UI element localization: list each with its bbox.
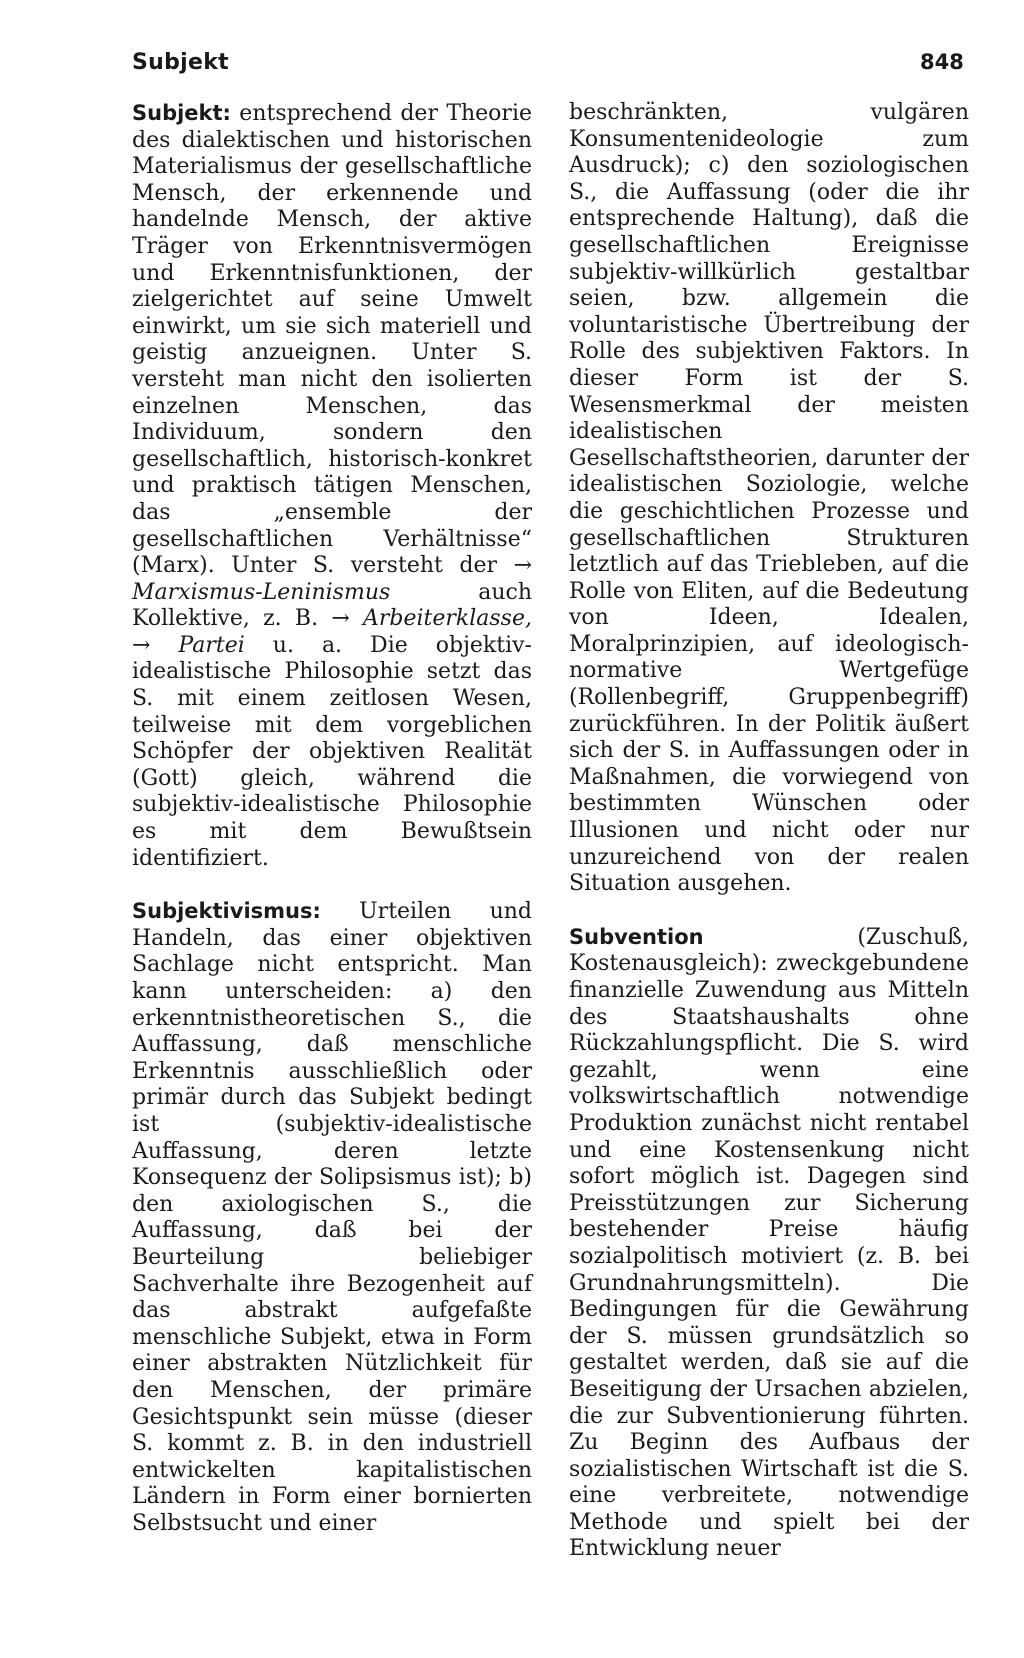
- entry-text: u. a. Die objektiv-idealistische Philosophie setzt das S. mit einem zeitlosen Wesen, teilweise mit dem vorgeblichen Schöpfer der objektiven Realität (Gott) gleich, während die subjektiv-idealistische Philosophie es mit dem Bewußtsein identifiziert.: [132, 632, 532, 871]
- entry-subjektivismus: [132, 898, 532, 1537]
- entry-text: auch Kollektive, z. B.: [132, 579, 532, 632]
- entry-text: (Zuschuß, Kostenausgleich): zweckgebundene finanzielle Zuwendung aus Mitteln des Staatshaushalts ohne Rückzahlungspflicht. Die S. wird gezahlt, wenn eine volkswirtschaftlich notwendige Produktion zunächst nicht rentabel und eine Kostensenkung nicht sofort möglich ist. Dagegen sind Preisstützungen zur Sicherung bestehender Preise häufig sozialpolitisch motiviert (z. B. bei Grundnahrungsmitteln). Die Bedingungen für die Gewährung der S. müssen grundsätzlich so gestaltet werden, daß sie auf die Beseitigung der Ursachen abzielen, die zur Subventionierung führten. Zu Beginn des Aufbaus der sozialistischen Wirtschaft ist die S. eine verbreitete, notwendige Methode und spielt bei der Entwicklung neuer: [569, 924, 969, 1562]
- cross-reference-arrow: →: [132, 632, 151, 658]
- cross-reference-arbeiterklasse: Arbeiterklasse,: [349, 606, 532, 632]
- entry-text: beschränkten, vulgären Konsumentenideologie zum Ausdruck); c) den soziologischen S., die Auffassung (oder die ihr entsprechende Haltung), daß die gesellschaftlichen Ereignisse subjektiv-willkürlich gestaltbar seien, bzw. allgemein die voluntaristische Übertreibung der Rolle des subjektiven Faktors. In dieser Form ist der S. Wesensmerkmal der meisten idealistischen Gesellschaftstheorien, darunter der idealistischen Soziologie, welche die geschichtlichen Prozesse und gesellschaftlichen Strukturen letztlich auf das Triebleben, auf die Rolle von Eliten, auf die Bedeutung von Ideen, Idealen, Moralprinzipien, auf ideologisch-normative Wertgefüge (Rollenbegriff, Gruppenbegriff) zurückführen. In der Politik äußert sich der S. in Auffassungen oder in Maßnahmen, die vorwiegend von bestimmten Wünschen oder Illusionen und nicht oder nur unzureichend von der realen Situation ausgehen.: [569, 100, 969, 897]
- running-header-term: Subjekt: [132, 50, 229, 75]
- entry-subvention: [569, 924, 969, 1563]
- entry-subjektivismus-continued: [569, 100, 969, 898]
- cross-reference-marxismus-leninismus: Marxismus-Leninismus: [132, 579, 391, 605]
- cross-reference-partei: Partei: [150, 632, 245, 658]
- cross-reference-arrow: →: [331, 606, 350, 632]
- left-column: [132, 100, 532, 1563]
- entry-text: entsprechend der Theorie des dialektischen und historischen Materialismus der gesellschaftliche Mensch, der erkennende und handelnde Mensch, der aktive Träger von Erkenntnisvermögen und Erkenntnisfunktionen, der zielgerichtet auf seine Umwelt einwirkt, um sie sich materiell und geistig anzueignen. Unter S. versteht man nicht den isolierten einzelnen Menschen, das Individuum, sondern den gesellschaftlich, historisch-konkret und praktisch tätigen Menschen, das „ensemble der gesellschaftlichen Verhältnisse“ (Marx). Unter S. versteht der: [132, 101, 532, 579]
- headword-subjekt: Subjekt:: [132, 101, 231, 125]
- entry-subjekt: [132, 100, 532, 872]
- right-column: [569, 100, 969, 1589]
- headword-subvention: Subvention: [569, 924, 704, 949]
- headword-subjektivismus: Subjektivismus:: [132, 899, 321, 924]
- page-number: 848: [920, 50, 964, 74]
- entry-text: Urteilen und Handeln, das einer objektiven Sachlage nicht entspricht. Man kann unterscheiden: a) den erkenntnistheoretischen S., die Auffassung, daß menschliche Erkenntnis ausschließlich oder primär durch das Subjekt bedingt ist (subjektiv-idealistische Auffassung, deren letzte Konsequenz der Solipsismus ist); b) den axiologischen S., die Auffassung, daß bei der Beurteilung beliebiger Sachverhalte ihre Bezogenheit auf das abstrakt aufgefaßte menschliche Subjekt, etwa in Form einer abstrakten Nützlichkeit für den Menschen, der primäre Gesichtspunkt sein müsse (dieser S. kommt z. B. in den industriell entwickelten kapitalistischen Ländern in Form einer bornierten Selbstsucht und einer: [132, 899, 532, 1536]
- cross-reference-arrow: →: [513, 553, 532, 579]
